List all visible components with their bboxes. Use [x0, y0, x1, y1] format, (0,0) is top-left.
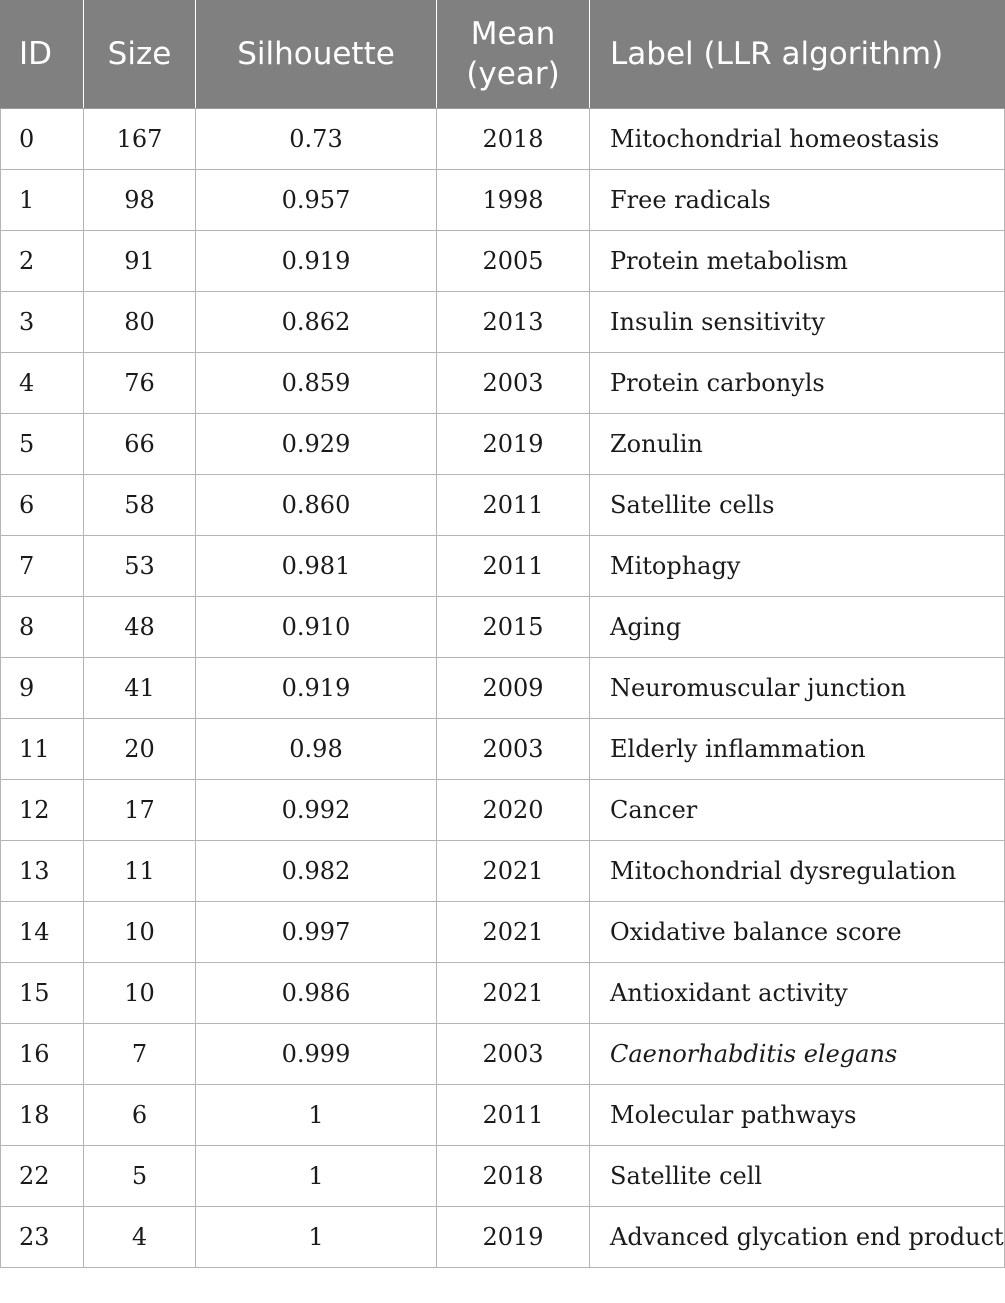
cell-id: 11	[1, 719, 84, 780]
cell-label: Satellite cell	[590, 1146, 1005, 1207]
cell-size: 6	[84, 1085, 196, 1146]
cell-silhouette: 0.862	[196, 292, 437, 353]
cell-id: 6	[1, 475, 84, 536]
table-row	[1, 109, 1005, 170]
header-silhouette: Silhouette	[196, 0, 437, 109]
cell-mean: 1998	[437, 170, 590, 231]
cell-size: 98	[84, 170, 196, 231]
table-row	[1, 536, 1005, 597]
table-row	[1, 475, 1005, 536]
cell-silhouette: 0.929	[196, 414, 437, 475]
table-row	[1, 658, 1005, 719]
cell-size: 10	[84, 902, 196, 963]
cell-label: Cancer	[590, 780, 1005, 841]
cell-size: 41	[84, 658, 196, 719]
cell-size: 91	[84, 231, 196, 292]
cell-size: 76	[84, 353, 196, 414]
cell-id: 9	[1, 658, 84, 719]
table-header	[1, 0, 1005, 109]
cell-silhouette: 0.910	[196, 597, 437, 658]
cell-silhouette: 0.919	[196, 658, 437, 719]
cell-label: Mitochondrial dysregulation	[590, 841, 1005, 902]
table-row	[1, 292, 1005, 353]
header-id: ID	[1, 0, 84, 109]
cell-label: Free radicals	[590, 170, 1005, 231]
header-label: Label (LLR algorithm)	[590, 0, 1005, 109]
cell-size: 20	[84, 719, 196, 780]
header-row	[1, 0, 1005, 109]
cell-size: 58	[84, 475, 196, 536]
cell-label: Aging	[590, 597, 1005, 658]
table-row	[1, 902, 1005, 963]
header-mean-line1: Mean	[470, 16, 556, 52]
cell-size: 80	[84, 292, 196, 353]
table-row	[1, 353, 1005, 414]
table-row	[1, 963, 1005, 1024]
cell-size: 48	[84, 597, 196, 658]
cell-label: Neuromuscular junction	[590, 658, 1005, 719]
cell-label: Mitochondrial homeostasis	[590, 109, 1005, 170]
table-row	[1, 1207, 1005, 1268]
cell-label: Antioxidant activity	[590, 963, 1005, 1024]
cell-silhouette: 0.982	[196, 841, 437, 902]
cell-label: Zonulin	[590, 414, 1005, 475]
cell-silhouette: 0.997	[196, 902, 437, 963]
cell-size: 11	[84, 841, 196, 902]
cell-id: 23	[1, 1207, 84, 1268]
cell-size: 53	[84, 536, 196, 597]
cell-label: Satellite cells	[590, 475, 1005, 536]
cell-mean: 2021	[437, 963, 590, 1024]
cell-size: 17	[84, 780, 196, 841]
cell-id: 12	[1, 780, 84, 841]
cell-label: Protein metabolism	[590, 231, 1005, 292]
cell-id: 13	[1, 841, 84, 902]
table-body	[1, 109, 1005, 1268]
cell-silhouette: 0.999	[196, 1024, 437, 1085]
cell-mean: 2003	[437, 719, 590, 780]
cell-size: 10	[84, 963, 196, 1024]
cell-mean: 2009	[437, 658, 590, 719]
cell-size: 4	[84, 1207, 196, 1268]
table-row	[1, 597, 1005, 658]
cell-mean: 2018	[437, 109, 590, 170]
cell-id: 22	[1, 1146, 84, 1207]
cell-id: 3	[1, 292, 84, 353]
cell-mean: 2013	[437, 292, 590, 353]
cell-size: 66	[84, 414, 196, 475]
cell-label: Oxidative balance score	[590, 902, 1005, 963]
cell-silhouette: 0.992	[196, 780, 437, 841]
cell-id: 14	[1, 902, 84, 963]
table-row	[1, 414, 1005, 475]
cell-size: 5	[84, 1146, 196, 1207]
cell-mean: 2011	[437, 475, 590, 536]
cell-silhouette: 1	[196, 1085, 437, 1146]
cell-id: 2	[1, 231, 84, 292]
cell-mean: 2015	[437, 597, 590, 658]
cell-mean: 2003	[437, 353, 590, 414]
table-row	[1, 780, 1005, 841]
cell-silhouette: 0.919	[196, 231, 437, 292]
cell-id: 7	[1, 536, 84, 597]
cell-mean: 2011	[437, 1085, 590, 1146]
table-row	[1, 231, 1005, 292]
cell-id: 5	[1, 414, 84, 475]
cell-silhouette: 1	[196, 1146, 437, 1207]
cell-label: Insulin sensitivity	[590, 292, 1005, 353]
cell-mean: 2021	[437, 841, 590, 902]
cell-id: 1	[1, 170, 84, 231]
cell-mean: 2020	[437, 780, 590, 841]
cell-silhouette: 0.98	[196, 719, 437, 780]
cell-id: 4	[1, 353, 84, 414]
cell-silhouette: 0.859	[196, 353, 437, 414]
table-row	[1, 841, 1005, 902]
cell-label: Protein carbonyls	[590, 353, 1005, 414]
cell-mean: 2011	[437, 536, 590, 597]
cell-silhouette: 0.73	[196, 109, 437, 170]
cell-mean: 2019	[437, 414, 590, 475]
cell-label: Advanced glycation end product	[590, 1207, 1005, 1268]
cell-silhouette: 1	[196, 1207, 437, 1268]
cell-id: 16	[1, 1024, 84, 1085]
cell-mean: 2003	[437, 1024, 590, 1085]
cell-mean: 2018	[437, 1146, 590, 1207]
cell-mean: 2019	[437, 1207, 590, 1268]
cell-silhouette: 0.860	[196, 475, 437, 536]
header-mean	[437, 0, 590, 109]
cell-label: Elderly inflammation	[590, 719, 1005, 780]
header-mean-line2: (year)	[466, 56, 560, 92]
cell-silhouette: 0.981	[196, 536, 437, 597]
cell-silhouette: 0.957	[196, 170, 437, 231]
table-row	[1, 1146, 1005, 1207]
header-size: Size	[84, 0, 196, 109]
cell-id: 0	[1, 109, 84, 170]
table-row	[1, 1085, 1005, 1146]
cell-id: 8	[1, 597, 84, 658]
table-row	[1, 1024, 1005, 1085]
cell-mean: 2021	[437, 902, 590, 963]
cell-silhouette: 0.986	[196, 963, 437, 1024]
table-row	[1, 170, 1005, 231]
cell-id: 15	[1, 963, 84, 1024]
table-row	[1, 719, 1005, 780]
cell-label: Caenorhabditis elegans	[590, 1024, 1005, 1085]
cell-size: 7	[84, 1024, 196, 1085]
cell-size: 167	[84, 109, 196, 170]
cell-id: 18	[1, 1085, 84, 1146]
cell-mean: 2005	[437, 231, 590, 292]
cell-label: Mitophagy	[590, 536, 1005, 597]
cell-label: Molecular pathways	[590, 1085, 1005, 1146]
